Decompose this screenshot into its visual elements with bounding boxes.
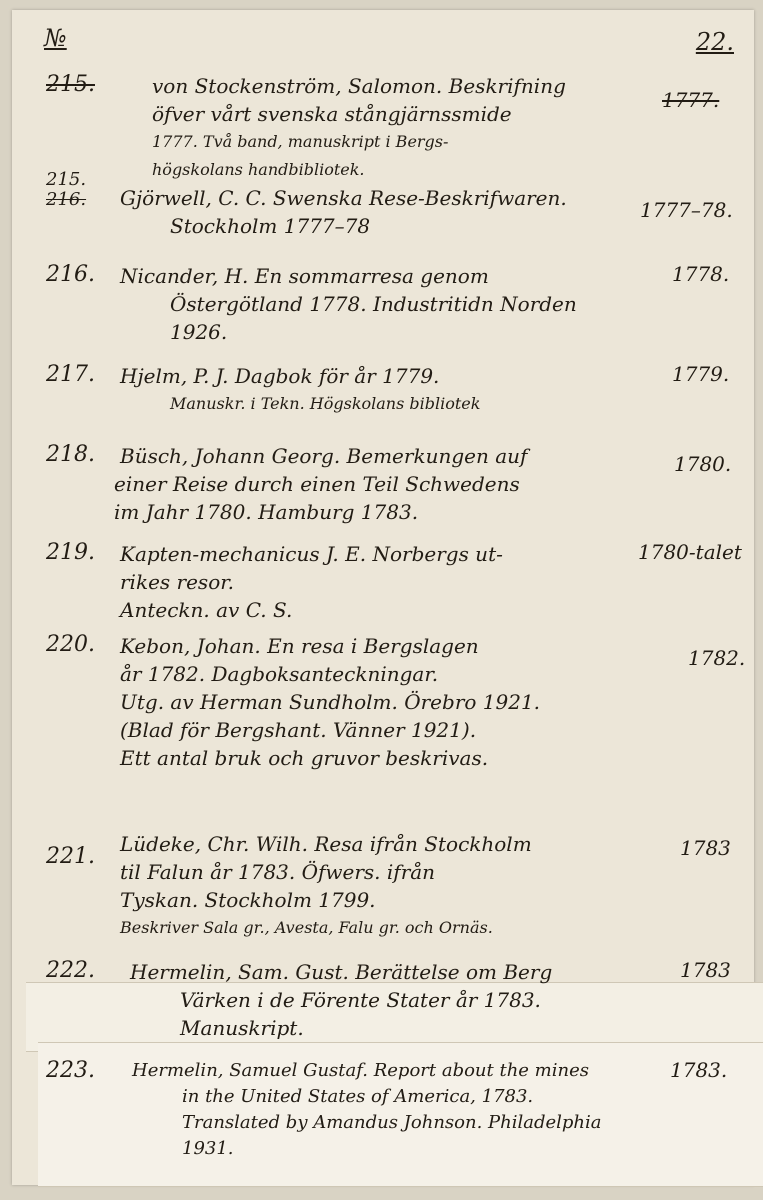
entry-year: 1783	[680, 958, 731, 982]
entry-line: Värken i de Förente Stater år 1783.	[180, 988, 541, 1012]
entry-line: Nicander, H. En sommarresa genom	[120, 264, 489, 288]
entry-line: Östergötland 1778. Industritidn Norden	[170, 292, 577, 316]
entry-number: 215.	[46, 72, 95, 97]
entry-year: 1783.	[670, 1058, 728, 1082]
entry-number: 216.	[46, 189, 87, 210]
entry-line: (Blad för Bergshant. Vänner 1921).	[120, 718, 477, 742]
entry-text	[120, 540, 640, 624]
entry-line: Stockholm 1777–78	[170, 214, 371, 238]
entry-text	[120, 632, 640, 772]
entry-line: Hjelm, P. J. Dagbok för år 1779.	[120, 364, 440, 388]
entry-line: Anteckn. av C. S.	[120, 598, 293, 622]
entry-line: Hermelin, Samuel Gustaf. Report about the mines	[132, 1060, 589, 1081]
number-column-mark: №	[44, 24, 67, 52]
entry-year: 1780-talet	[638, 540, 742, 564]
entry-line: 1926.	[170, 320, 228, 344]
entry-number: 218.	[46, 442, 95, 467]
entry-year: 1783	[680, 836, 731, 860]
document-page	[12, 10, 754, 1185]
entry-line: 1931.	[182, 1138, 234, 1159]
entry-line: öfver vårt svenska stångjärnssmide	[152, 102, 512, 126]
entry-year: 1777.	[662, 88, 720, 112]
entry-text	[130, 958, 650, 1042]
entry-year: 1777–78.	[640, 198, 733, 222]
entry-line: högskolans handbibliotek.	[152, 160, 365, 179]
entry-line: Manuskr. i Tekn. Högskolans bibliotek	[170, 394, 481, 413]
entry-number: 216.	[46, 262, 95, 287]
entry-text	[120, 830, 640, 942]
entry-line: Beskriver Sala gr., Avesta, Falu gr. och Ornäs.	[120, 918, 493, 937]
entry-number: 222.	[46, 958, 95, 983]
entry-number: 217.	[46, 362, 95, 387]
entry-line: Kebon, Johan. En resa i Bergslagen	[120, 634, 479, 658]
entry-line: rikes resor.	[120, 570, 234, 594]
entry-line: Translated by Amandus Johnson. Philadelphia	[182, 1112, 602, 1133]
entry-line: im Jahr 1780. Hamburg 1783.	[114, 500, 419, 524]
page-number: 22.	[695, 28, 734, 56]
entry-text	[114, 442, 640, 526]
entry-line: Utg. av Herman Sundholm. Örebro 1921.	[120, 690, 541, 714]
entry-line: Kapten-mechanicus J. E. Norbergs ut-	[120, 542, 503, 566]
entry-line: Ett antal bruk och gruvor beskrivas.	[120, 746, 489, 770]
entry-text	[152, 72, 672, 184]
entry-number-new: 215.	[46, 169, 87, 190]
entry-number: 219.	[46, 540, 95, 565]
entry-line: Gjörwell, C. C. Swenska Rese-Beskrifwaren.	[120, 186, 567, 210]
entry-line: von Stockenström, Salomon. Beskrifning	[152, 74, 566, 98]
entry-year: 1779.	[672, 362, 730, 386]
entry-year: 1780.	[674, 452, 732, 476]
entry-text	[132, 1058, 652, 1162]
entry-text	[120, 362, 640, 418]
entry-text	[120, 184, 640, 240]
entry-line: einer Reise durch einen Teil Schwedens	[114, 472, 520, 496]
entry-number: 221.	[46, 844, 95, 869]
entry-number: 223.	[46, 1058, 95, 1083]
entry-line: Büsch, Johann Georg. Bemerkungen auf	[120, 444, 528, 468]
entry-line: Tyskan. Stockholm 1799.	[120, 888, 376, 912]
entry-line: in the United States of America, 1783.	[182, 1086, 534, 1107]
entry-line: til Falun år 1783. Öfwers. ifrån	[120, 860, 436, 884]
entry-year: 1778.	[672, 262, 730, 286]
entry-line: Manuskript.	[180, 1016, 304, 1040]
entry-year: 1782.	[688, 646, 746, 670]
entry-number: 220.	[46, 632, 95, 657]
entry-line: 1777. Två band, manuskript i Bergs-	[152, 132, 449, 151]
entry-text	[120, 262, 640, 346]
entry-line: år 1782. Dagboksanteckningar.	[120, 662, 439, 686]
entry-line: Lüdeke, Chr. Wilh. Resa ifrån Stockholm	[120, 832, 532, 856]
entry-line: Hermelin, Sam. Gust. Berättelse om Berg	[130, 960, 553, 984]
